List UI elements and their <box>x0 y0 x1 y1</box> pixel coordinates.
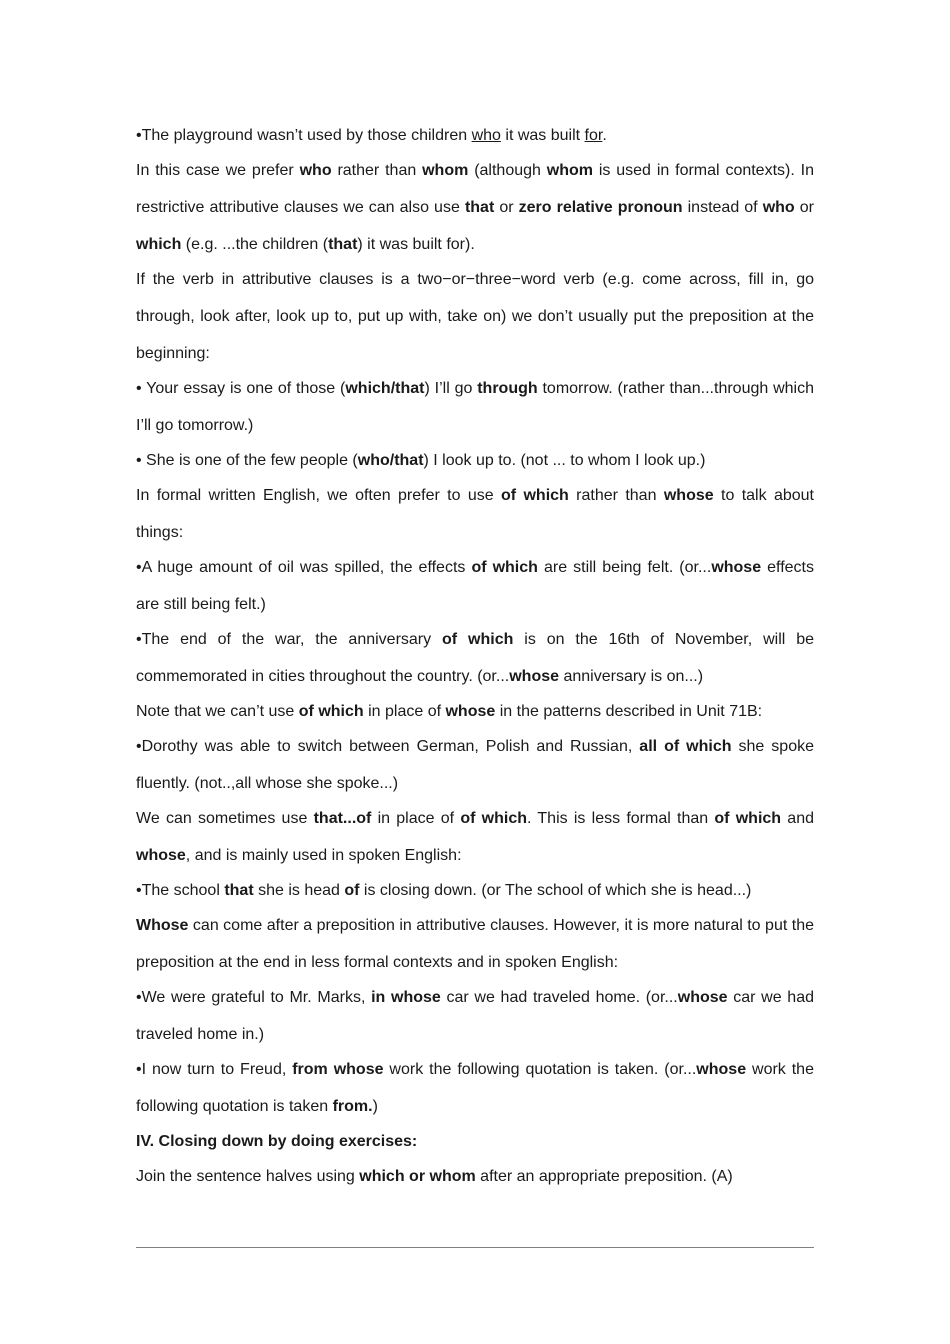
text-run: rather than <box>331 162 423 179</box>
text-run: tomorrow. (rather than...through which I’ll go tomorrow.) <box>136 380 814 434</box>
paragraph <box>136 1158 814 1195</box>
bold-text-run: which or whom <box>359 1168 476 1185</box>
text-run: . This is less formal than <box>527 810 715 827</box>
paragraph <box>136 693 814 730</box>
bold-text-run: which/that <box>345 380 425 397</box>
footer-divider <box>136 1247 814 1248</box>
paragraph <box>136 621 814 695</box>
paragraph <box>136 1123 814 1160</box>
bold-text-run: who <box>299 162 332 179</box>
text-run: after an appropriate preposition. (A) <box>475 1168 733 1185</box>
text-run: it was built <box>500 127 585 144</box>
paragraph <box>136 117 814 154</box>
bold-text-run: that...of <box>313 810 372 827</box>
text-run: •The playground wasn’t used by those children <box>136 127 472 144</box>
text-run: instead of <box>682 199 763 216</box>
text-run: •Dorothy was able to switch between German, Polish and Russian, <box>136 738 640 755</box>
paragraph <box>136 800 814 874</box>
bold-text-run: IV. Closing down by doing exercises: <box>136 1133 418 1150</box>
paragraph <box>136 907 814 981</box>
paragraph <box>136 549 814 623</box>
text-run: she is head <box>253 882 345 899</box>
text-run: is closing down. (or The school of which she is head...) <box>359 882 752 899</box>
text-run: ) I’ll go <box>424 380 478 397</box>
text-run: •A huge amount of oil was spilled, the effects <box>136 559 472 576</box>
bold-text-run: whose <box>509 668 560 685</box>
paragraph <box>136 370 814 444</box>
text-run: and <box>781 810 815 827</box>
text-run: effects are still being felt.) <box>136 559 814 613</box>
text-run: ) it was built for). <box>357 236 475 253</box>
bold-text-run: whose <box>136 847 186 864</box>
text-run: in the patterns described in Unit 71B: <box>495 703 763 720</box>
text-run: • She is one of the few people ( <box>136 452 358 469</box>
bold-text-run: of which <box>460 810 528 827</box>
paragraph <box>136 261 814 372</box>
text-run: In this case we prefer <box>136 162 300 179</box>
paragraph <box>136 728 814 802</box>
bold-text-run: which <box>136 236 182 253</box>
bold-text-run: whose <box>711 559 762 576</box>
bold-text-run: of which <box>714 810 782 827</box>
bold-text-run: through <box>477 380 538 397</box>
text-run: •We were grateful to Mr. Marks, <box>136 989 372 1006</box>
text-run: or <box>494 199 519 216</box>
text-run: •I now turn to Freud, <box>136 1061 293 1078</box>
bold-text-run: whom <box>546 162 593 179</box>
bold-text-run: whom <box>422 162 469 179</box>
text-run: work the following quotation is taken <box>136 1061 814 1115</box>
bold-text-run: from whose <box>292 1061 384 1078</box>
text-run: •The end of the war, the anniversary <box>136 631 443 648</box>
text-run: In formal written English, we often prefer to use <box>136 487 502 504</box>
text-run: • Your essay is one of those ( <box>136 380 346 397</box>
text-run: in place of <box>371 810 461 827</box>
bold-text-run: whose <box>445 703 496 720</box>
bold-text-run: from. <box>332 1098 373 1115</box>
paragraph <box>136 1051 814 1125</box>
bold-text-run: Whose <box>136 917 189 934</box>
text-run: can come after a preposition in attributive clauses. However, it is more natural to put the preposition at the end in less formal contexts and in spoken English: <box>136 917 814 971</box>
text-run: work the following quotation is taken. (or... <box>383 1061 697 1078</box>
document-body <box>136 117 814 1193</box>
text-run: , and is mainly used in spoken English: <box>185 847 462 864</box>
text-run: to talk about things: <box>136 487 814 541</box>
text-run: is used in formal contexts). In restrictive attributive clauses we can also use <box>136 162 814 216</box>
bold-text-run: all of which <box>639 738 732 755</box>
text-run: car we had traveled home. (or... <box>440 989 678 1006</box>
underlined-text-run: for <box>584 127 603 144</box>
underlined-text-run: who <box>471 127 501 144</box>
text-run: Note that we can’t use <box>136 703 299 720</box>
bold-text-run: in whose <box>371 989 441 1006</box>
text-run: If the verb in attributive clauses is a two−or−three−word verb (e.g. come across, fill in, go through, look after, look up to, put up with, take on) we don’t usually put the preposition at the beginning: <box>136 271 814 362</box>
bold-text-run: of which <box>471 559 538 576</box>
paragraph <box>136 152 814 263</box>
bold-text-run: that <box>328 236 358 253</box>
bold-text-run: who/that <box>357 452 424 469</box>
bold-text-run: of which <box>298 703 364 720</box>
paragraph <box>136 872 814 909</box>
bold-text-run: whose <box>696 1061 747 1078</box>
bold-text-run: of which <box>442 631 514 648</box>
bold-text-run: that <box>464 199 495 216</box>
bold-text-run: that <box>224 882 254 899</box>
paragraph <box>136 979 814 1053</box>
text-run: ) I look up to. (not ... to whom I look up.) <box>423 452 706 469</box>
text-run: or <box>794 199 814 216</box>
bold-text-run: zero relative pronoun <box>518 199 683 216</box>
text-run: . <box>602 127 607 144</box>
text-run: anniversary is on...) <box>559 668 704 685</box>
text-run: We can sometimes use <box>136 810 314 827</box>
text-run: •The school <box>136 882 225 899</box>
text-run: Join the sentence halves using <box>136 1168 360 1185</box>
text-run: (e.g. ...the children ( <box>181 236 329 253</box>
text-run: she spoke fluently. (not..,all whose she spoke...) <box>136 738 814 792</box>
paragraph <box>136 477 814 551</box>
text-run: car we had traveled home in.) <box>136 989 815 1043</box>
bold-text-run: of <box>344 882 360 899</box>
text-run: rather than <box>568 487 664 504</box>
text-run: ) <box>372 1098 378 1115</box>
paragraph <box>136 442 814 479</box>
text-run: are still being felt. (or... <box>537 559 712 576</box>
bold-text-run: whose <box>663 487 714 504</box>
bold-text-run: of which <box>501 487 569 504</box>
text-run: in place of <box>363 703 446 720</box>
bold-text-run: who <box>762 199 795 216</box>
text-run: (although <box>468 162 547 179</box>
text-run: is on the 16th of November, will be commemorated in cities throughout the country. (or... <box>136 631 815 685</box>
bold-text-run: whose <box>677 989 728 1006</box>
